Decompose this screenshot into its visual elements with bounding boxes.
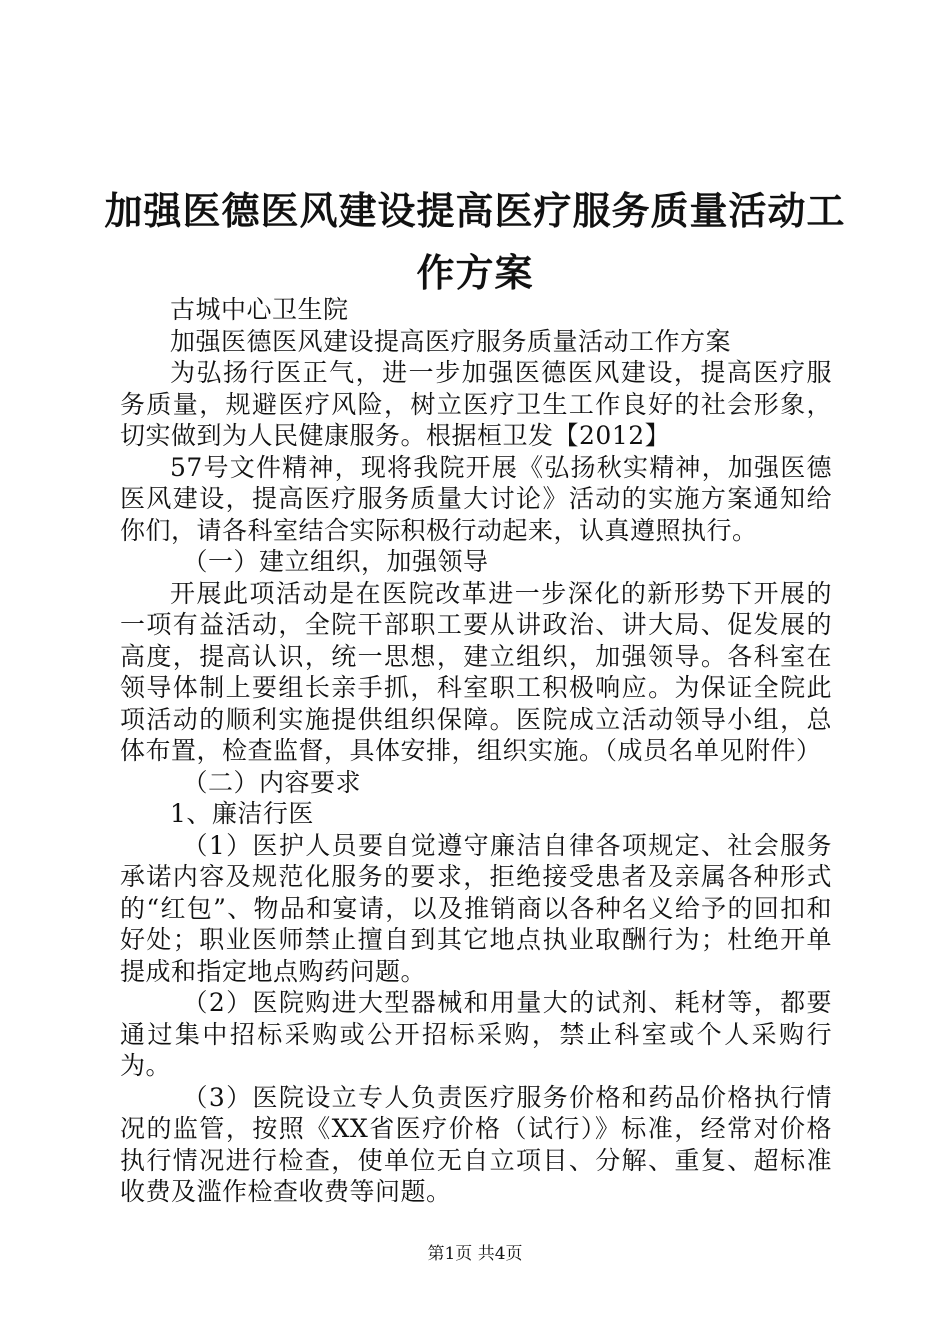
- section-1-paragraph: 开展此项活动是在医院改革进一步深化的新形势下开展的一项有益活动，全院干部职工要从讲政治、讲大局、促发展的高度，提高认识，统一思想，建立组织，加强领导。各科室在领导体制上要组长亲手抓，科室职工积极响应。为保证全院此项活动的顺利实施提供组织保障。医院成立活动领导小组，总体布置，检查监督，具体安排，组织实施。（成员名单见附件）: [120, 578, 832, 765]
- plan-subtitle: 加强医德医风建设提高医疗服务质量活动工作方案: [170, 326, 732, 356]
- page-footer: 第1页 共4页: [427, 1244, 523, 1264]
- list-item-3: （3）医院设立专人负责医疗服务价格和药品价格执行情况的监管，按照《XX省医疗价格（试行）》标准，经常对价格执行情况进行检查，使单位无自立项目、分解、重复、超标准收费及滥作检查收费等问题。: [120, 1082, 832, 1206]
- list-item-1: （1）医护人员要自觉遵守廉洁自律各项规定、社会服务承诺内容及规范化服务的要求，拒绝接受患者及亲属各种形式的“红包”、物品和宴请，以及推销商以各种名义给予的回扣和好处；职业医师禁止擅自到其它地点执业取酬行为；杜绝开单提成和指定地点购药问题。: [120, 830, 832, 986]
- section-heading-1: （一）建立组织，加强领导: [182, 547, 489, 576]
- intro-paragraph: 为弘扬行医正气，进一步加强医德医风建设，提高医疗服务质量，规避医疗风险，树立医疗卫生工作良好的社会形象，切实做到为人民健康服务。根据桓卫发【2012】: [120, 358, 832, 450]
- organization-name: 古城中心卫生院: [170, 295, 349, 324]
- document-title: 加强医德医风建设提高医疗服务质量活动工作方案: [104, 188, 846, 295]
- intro-paragraph-continued: 57号文件精神，现将我院开展《弘扬秋实精神，加强医德医风建设，提高医疗服务质量大讨论》活动的实施方案通知给你们，请各科室结合实际积极行动起来，认真遵照执行。: [120, 452, 832, 545]
- list-item-2: （2）医院购进大型器械和用量大的试剂、耗材等，都要通过集中招标采购或公开招标采购，禁止科室或个人采购行为。: [120, 988, 832, 1080]
- subsection-heading: 1、廉洁行医: [170, 799, 314, 828]
- section-heading-2: （二）内容要求: [182, 767, 362, 797]
- document-body: [120, 294, 832, 1208]
